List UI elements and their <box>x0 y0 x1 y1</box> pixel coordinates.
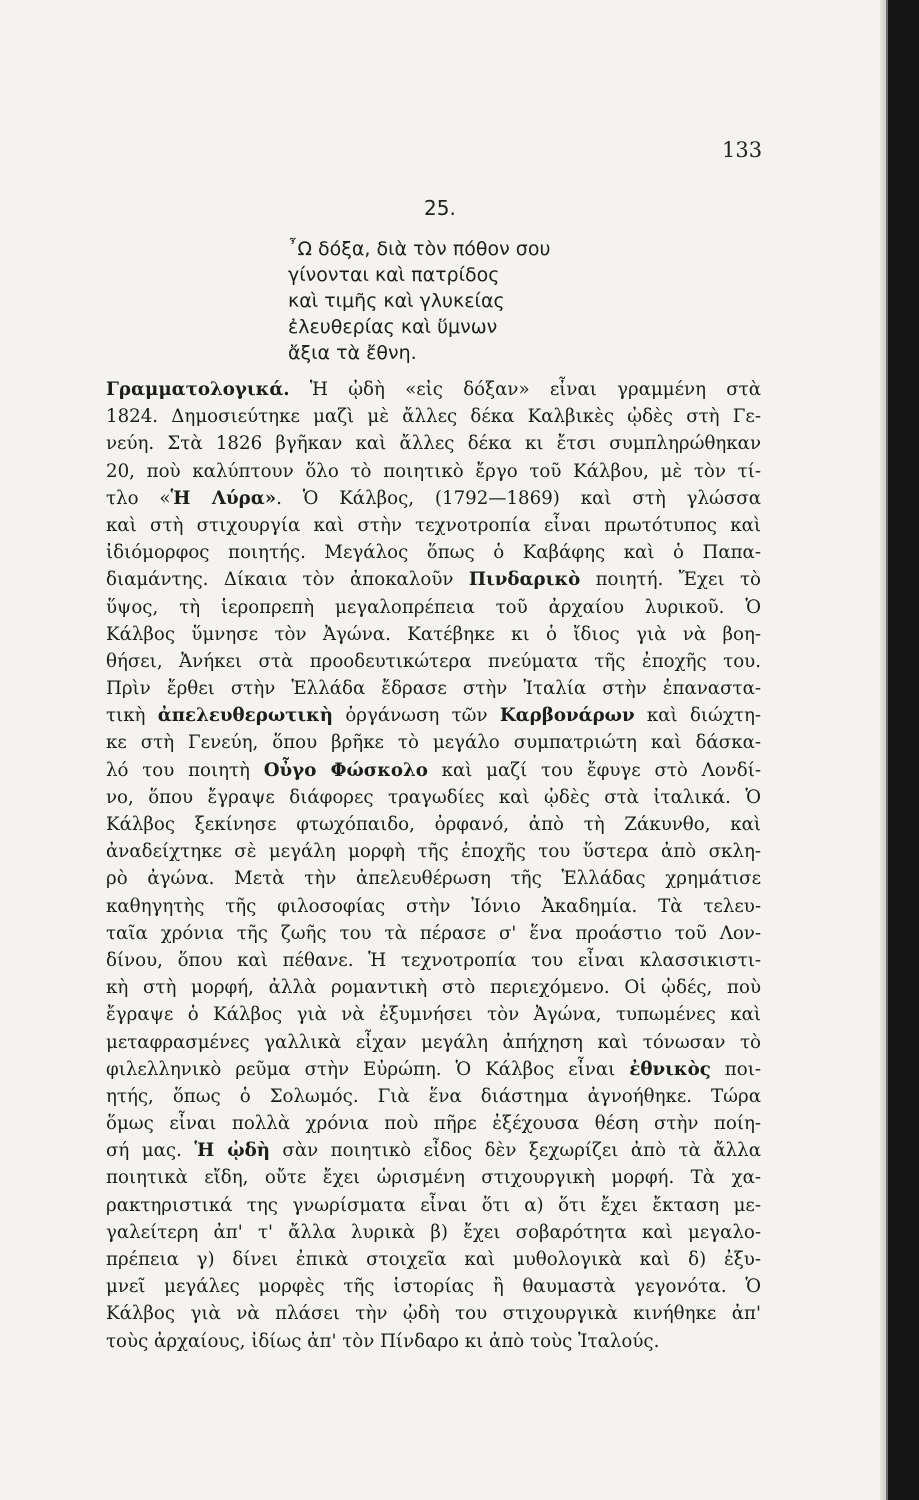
text-run: γαλείτερη ἀπ' τ' ἄλλα λυρικὰ β) ἔχει σοβαρότητα καὶ μεγαλο- <box>106 1221 761 1243</box>
text-run: 1824. Δημοσιεύτηκε μαζὶ μὲ ἄλλες δέκα Καλβικὲς ᾠδὲς στὴ Γε- <box>106 406 761 428</box>
text-run: μεταφρασμένες γαλλικὰ εἶχαν μεγάλη ἀπήχηση καὶ τόνωσαν τὸ <box>106 1031 761 1053</box>
text-run: λό του ποιητὴ <box>106 759 264 781</box>
commentary-line <box>106 1001 761 1028</box>
text-run: πρέπεια γ) δίνει ἐπικὰ στοιχεῖα καὶ μυθολογικὰ καὶ δ) ἐξυ- <box>106 1249 761 1270</box>
text-run: Κάλβος ξεκίνησε φτωχόπαιδο, ὀρφανό, ἀπὸ τὴ Ζάκυνθο, καὶ <box>106 814 761 835</box>
text-run: ποιητικὰ εἴδη, οὔτε ἔχει ὡρισμένη στιχουργικὴ μορφή. Τὰ χα- <box>106 1167 761 1189</box>
commentary-line <box>106 403 761 430</box>
text-run: ταῖα χρόνια τῆς ζωῆς του τὰ πέρασε σ' ἕνα προάστιο τοῦ Λον- <box>106 922 761 944</box>
commentary-line <box>106 947 761 974</box>
bold-term: Γραμματολογικά. <box>106 379 290 400</box>
text-run: τοὺς ἀρχαίους, ἰδίως ἀπ' τὸν Πίνδαρο κι ἀπὸ τοὺς Ἰταλούς. <box>106 1330 660 1352</box>
text-run: σὰν ποιητικὸ εἶδος δὲν ξεχωρίζει ἀπὸ τὰ ἄλλα <box>269 1140 761 1162</box>
text-run: καὶ μαζί του ἔφυγε στὸ Λονδί- <box>427 759 762 781</box>
text-run: καὶ διώχτη- <box>634 705 761 727</box>
text-run: ποι- <box>710 1058 761 1080</box>
poem-line: ἄξια τὰ ἔθνη. <box>288 342 417 364</box>
commentary-line <box>106 893 761 920</box>
commentary-line <box>106 485 761 512</box>
text-run: φιλελληνικὸ ρεῦμα στὴν Εὐρώπη. Ὁ Κάλβος εἶναι <box>106 1058 630 1080</box>
commentary-line <box>106 920 761 947</box>
commentary-paragraph <box>106 376 761 1355</box>
commentary-line <box>106 539 761 566</box>
commentary-line <box>106 1137 761 1164</box>
text-run: . Ὁ Κάλβος, (1792—1869) καὶ στὴ γλώσσα <box>276 487 761 509</box>
commentary-line <box>106 648 761 675</box>
commentary-line <box>106 675 761 702</box>
commentary-line <box>106 594 761 621</box>
commentary-line <box>106 702 761 729</box>
text-run: μνεῖ μεγάλες μορφὲς τῆς ἱστορίας ἢ θαυμαστὰ γεγονότα. Ὁ <box>106 1276 761 1298</box>
commentary-line <box>106 757 761 784</box>
text-run: κε στὴ Γενεύη, ὅπου βρῆκε τὸ μεγάλο συμπατριώτη καὶ δάσκα- <box>106 732 761 754</box>
text-run: νο, ὅπου ἔγραψε διάφορες τραγωδίες καὶ ᾠδὲς στὰ ἰταλικά. Ὁ <box>106 786 761 808</box>
commentary-line <box>106 512 761 539</box>
text-run: Πρὶν ἔρθει στὴν Ἑλλάδα ἔδρασε στὴν Ἰταλία στὴν ἐπαναστα- <box>106 678 761 700</box>
text-run: ὕψος, τὴ ἱεροπρεπὴ μεγαλοπρέπεια τοῦ ἀρχαίου λυρικοῦ. Ὁ <box>106 596 761 618</box>
commentary-line <box>106 566 761 593</box>
commentary-line <box>106 729 761 756</box>
poem-stanza <box>288 236 550 366</box>
commentary-line <box>106 1219 761 1246</box>
commentary-line <box>106 621 761 648</box>
bold-term: Ἡ Λύρα» <box>170 487 277 509</box>
commentary-line <box>106 974 761 1001</box>
bold-term: Οὖγο Φώσκολο <box>263 759 428 781</box>
commentary-line <box>106 1029 761 1056</box>
text-run: δίνου, ὅπου καὶ πέθανε. Ἡ τεχνοτροπία του εἶναι κλασσικιστι- <box>106 949 761 971</box>
poem-line: καὶ τιμῆς καὶ γλυκείας <box>288 290 505 312</box>
commentary-line <box>106 1300 761 1327</box>
text-run: 20, ποὺ καλύπτουν ὅλο τὸ ποιητικὸ ἔργο τοῦ Κάλβου, μὲ τὸν τί- <box>106 460 761 482</box>
commentary-line <box>106 1192 761 1219</box>
text-run: ποιητή. Ἔχει τὸ <box>580 569 761 591</box>
text-run: Κάλβος ὕμνησε τὸν Ἀγώνα. Κατέβηκε κι ὁ ἴδιος γιὰ νὰ βοη- <box>106 623 761 645</box>
text-run: καθηγητὴς τῆς φιλοσοφίας στὴν Ἰόνιο Ἀκαδημία. Τὰ τελευ- <box>106 895 761 917</box>
commentary-line <box>106 430 761 457</box>
text-run: τικὴ <box>106 705 158 727</box>
text-run: ὅμως εἶναι πολλὰ χρόνια ποὺ πῆρε ἐξέχουσα θέση στὴν ποίη- <box>106 1113 761 1135</box>
bold-term: Πινδαρικὸ <box>468 569 581 591</box>
commentary-line <box>106 838 761 865</box>
commentary-line <box>106 784 761 811</box>
commentary-line <box>106 1110 761 1137</box>
bold-term: ἀπελευθερωτικὴ <box>157 705 334 727</box>
bold-term: ἐθνικὸς <box>629 1058 711 1080</box>
text-run: νεύη. Στὰ 1826 βγῆκαν καὶ ἄλλες δέκα κι ἔτσι συμπληρώθηκαν <box>106 433 761 455</box>
bold-term: Καρβονάρων <box>499 705 635 727</box>
page-number: 133 <box>722 138 763 162</box>
commentary-line <box>106 1056 761 1083</box>
text-run: ἀναδείχτηκε σὲ μεγάλη μορφὴ τῆς ἐποχῆς του ὕστερα ἀπὸ σκλη- <box>106 841 761 863</box>
poem-line: γίνονται καὶ πατρίδος <box>288 264 500 286</box>
poem-line: ῏Ω δόξα, διὰ τὸν πόθον σου <box>288 238 551 260</box>
text-run: θήσει, Ἀνήκει στὰ προοδευτικώτερα πνεύματα τῆς ἐποχῆς του. <box>106 650 761 672</box>
commentary-line <box>106 1273 761 1300</box>
poem-line: ἐλευθερίας καὶ ὕμνων <box>288 316 498 338</box>
text-run: ρακτηριστικά της γνωρίσματα εἶναι ὅτι α) ὅτι ἔχει ἔκταση με- <box>106 1194 761 1216</box>
text-run: σή μας. <box>106 1140 195 1162</box>
text-run: ὀργάνωση τῶν <box>333 705 500 727</box>
commentary-line <box>106 376 761 403</box>
text-run: ρὸ ἀγώνα. Μετὰ τὴν ἀπελευθέρωση τῆς Ἑλλάδας χρημάτισε <box>106 868 761 890</box>
commentary-line <box>106 1083 761 1110</box>
poem-number: 25. <box>424 196 456 220</box>
commentary-line <box>106 811 761 838</box>
text-run: κὴ στὴ μορφή, ἀλλὰ ρομαντικὴ στὸ περιεχόμενο. Οἱ ᾠδές, ποὺ <box>106 977 761 999</box>
text-run: Κάλβος γιὰ νὰ πλάσει τὴν ᾠδὴ του στιχουργικὰ κινήθηκε ἀπ' <box>106 1303 761 1325</box>
text-run: ητής, ὅπως ὁ Σολωμός. Γιὰ ἕνα διάστημα ἀγνοήθηκε. Τώρα <box>106 1085 761 1107</box>
text-run: διαμάντης. Δίκαια τὸν ἀποκαλοῦν <box>106 569 469 591</box>
text-run: Ἡ ᾠδὴ «εἰς δόξαν» εἶναι γραμμένη στὰ <box>289 379 761 400</box>
commentary-line <box>106 1246 761 1273</box>
text-run: καὶ στὴ στιχουργία καὶ στὴν τεχνοτροπία εἶναι πρωτότυπος καὶ <box>106 514 761 536</box>
commentary-line <box>106 1164 761 1191</box>
commentary-line <box>106 1328 761 1355</box>
text-run: τλο « <box>106 487 171 509</box>
text-run: ἰδιόμορφος ποιητής. Μεγάλος ὅπως ὁ Καβάφης καὶ ὁ Παπα- <box>106 542 761 564</box>
commentary-line <box>106 865 761 892</box>
page-edge-shadow <box>880 0 886 1500</box>
commentary-line <box>106 458 761 485</box>
bold-term: Ἡ ᾠδὴ <box>194 1140 270 1162</box>
text-run: ἔγραψε ὁ Κάλβος γιὰ νὰ ἐξυμνήσει τὸν Ἀγώνα, τυπωμένες καὶ <box>106 1004 761 1026</box>
